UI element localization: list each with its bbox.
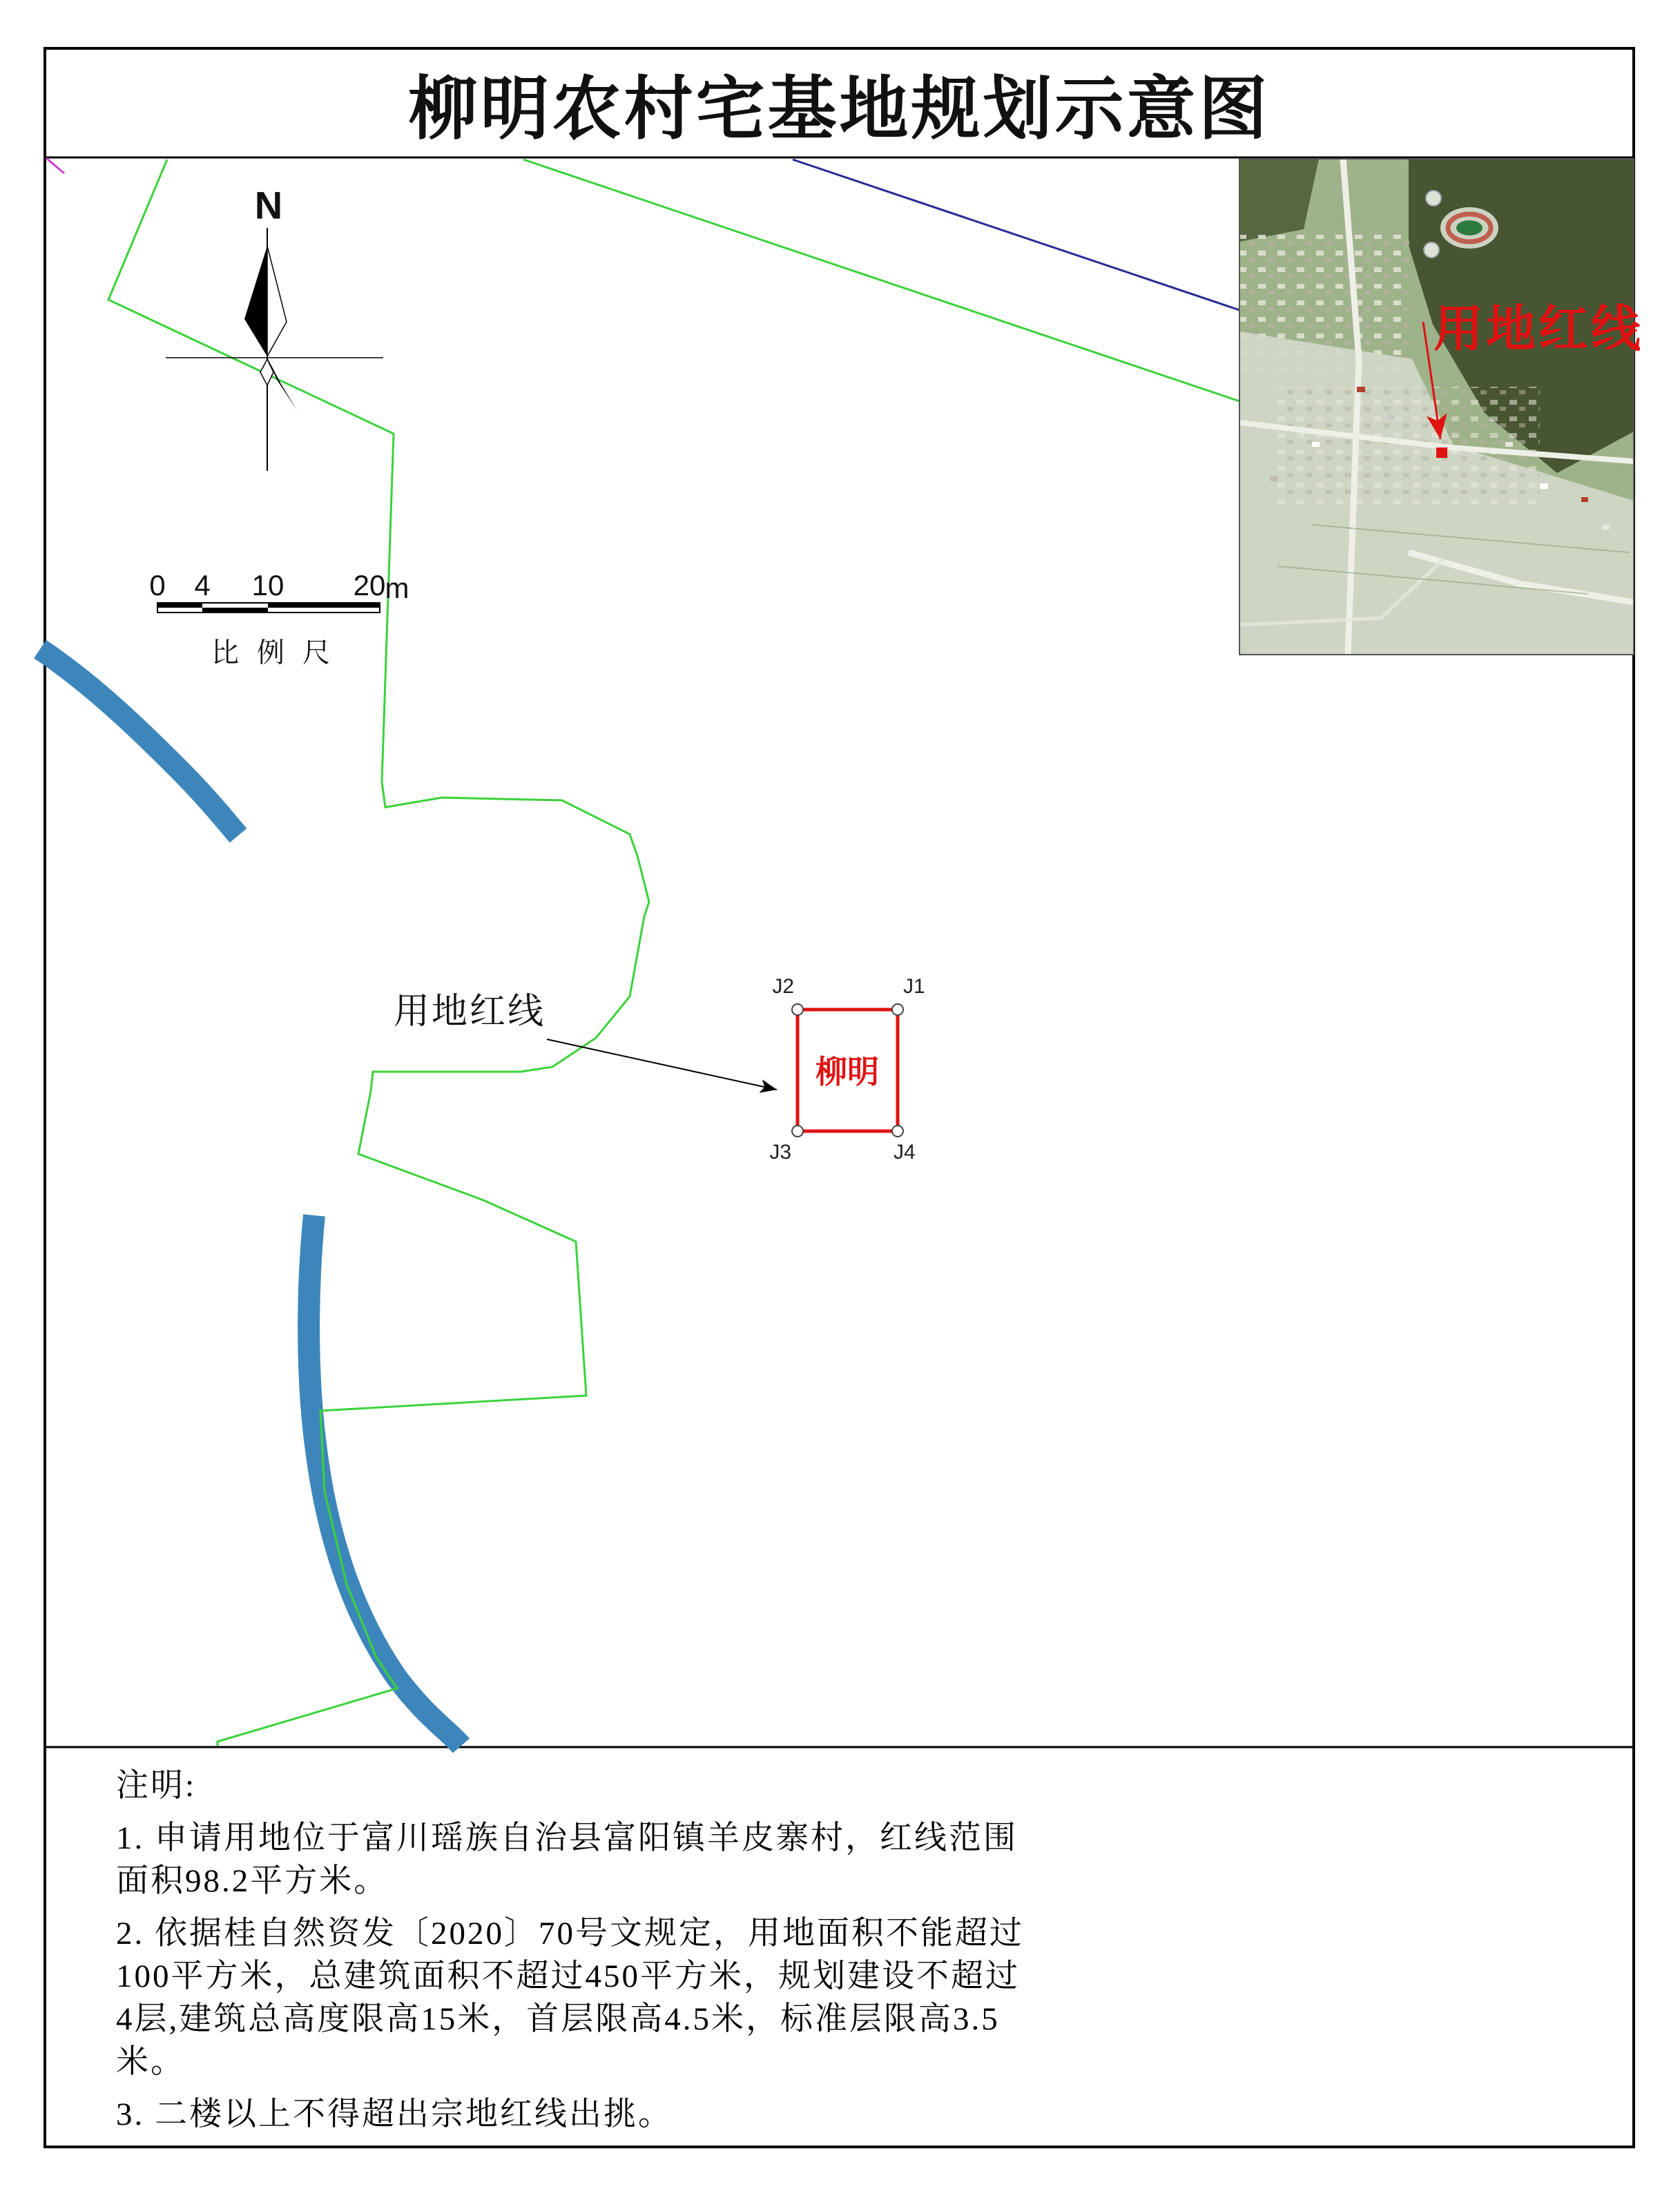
scale-bar (157, 603, 380, 613)
note-2-line-3: 4层,建筑总高度限高15米，首层限高4.5米，标准层限高3.5 (116, 2001, 1000, 2037)
title-bar (45, 48, 1634, 157)
inset-tank-2 (1424, 242, 1439, 258)
inset-tank-1 (1426, 191, 1441, 206)
scale-tick-10: 10 (251, 569, 284, 601)
river-segment-lower (309, 1215, 461, 1746)
corner-label-j4: J4 (894, 1141, 916, 1164)
note-1-line-1: 1. 申请用地位于富川瑶族自治县富阳镇羊皮寨村，红线范围 (116, 1820, 1018, 1856)
notes-section (116, 1764, 1097, 2136)
compass-blade-nw (244, 246, 267, 356)
scale-tick-20: 20 (353, 569, 386, 601)
inset-plot-marker (1436, 447, 1447, 458)
scale-caption: 比例尺 (211, 637, 348, 668)
note-2-line-1: 2. 依据桂自然资发〔2020〕70号文规定，用地面积不能超过 (116, 1916, 1024, 1951)
scale-tick-4: 4 (194, 569, 211, 601)
compass-blade-se (267, 358, 297, 410)
note-3-line-1: 3. 二楼以上不得超出宗地红线出挑。 (116, 2096, 673, 2132)
note-2-line-4: 米。 (116, 2044, 185, 2080)
page-title: 柳明农村宅基地规划示意图 (408, 70, 1271, 148)
corner-point-j2 (792, 1004, 803, 1015)
green-parcel-boundary (108, 160, 649, 1746)
north-label: N (254, 183, 283, 227)
compass-blade-ne (267, 246, 287, 356)
note-2-line-2: 100平方米，总建筑面积不超过450平方米，规划建设不超过 (116, 1958, 1020, 1994)
magenta-boundary-segment (46, 158, 64, 173)
redline-leader-arrow (547, 1039, 777, 1090)
compass-blade-sw (260, 359, 273, 385)
corner-label-j1: J1 (903, 975, 925, 998)
map-redline-label: 用地红线 (394, 992, 546, 1032)
satellite-inset (1239, 159, 1634, 655)
inset-stadium-field (1456, 220, 1483, 235)
corner-point-j4 (892, 1126, 903, 1137)
corner-point-j3 (792, 1126, 803, 1137)
notes-heading: 注明: (116, 1768, 197, 1804)
corner-point-j1 (892, 1004, 903, 1015)
scale-unit: m (385, 572, 409, 604)
corner-label-j3: J3 (769, 1141, 791, 1164)
scale-tick-0: 0 (149, 569, 166, 601)
green-boundary-line-upper (523, 160, 1239, 401)
river-segment-upper (40, 649, 238, 836)
plot-name-label: 柳明 (815, 1054, 879, 1090)
navy-survey-line (793, 160, 1239, 310)
note-1-line-2: 面积98.2平方米。 (116, 1863, 389, 1899)
inset-redline-label: 用地红线 (1433, 302, 1644, 357)
corner-label-j2: J2 (772, 975, 794, 998)
north-compass (166, 228, 383, 471)
